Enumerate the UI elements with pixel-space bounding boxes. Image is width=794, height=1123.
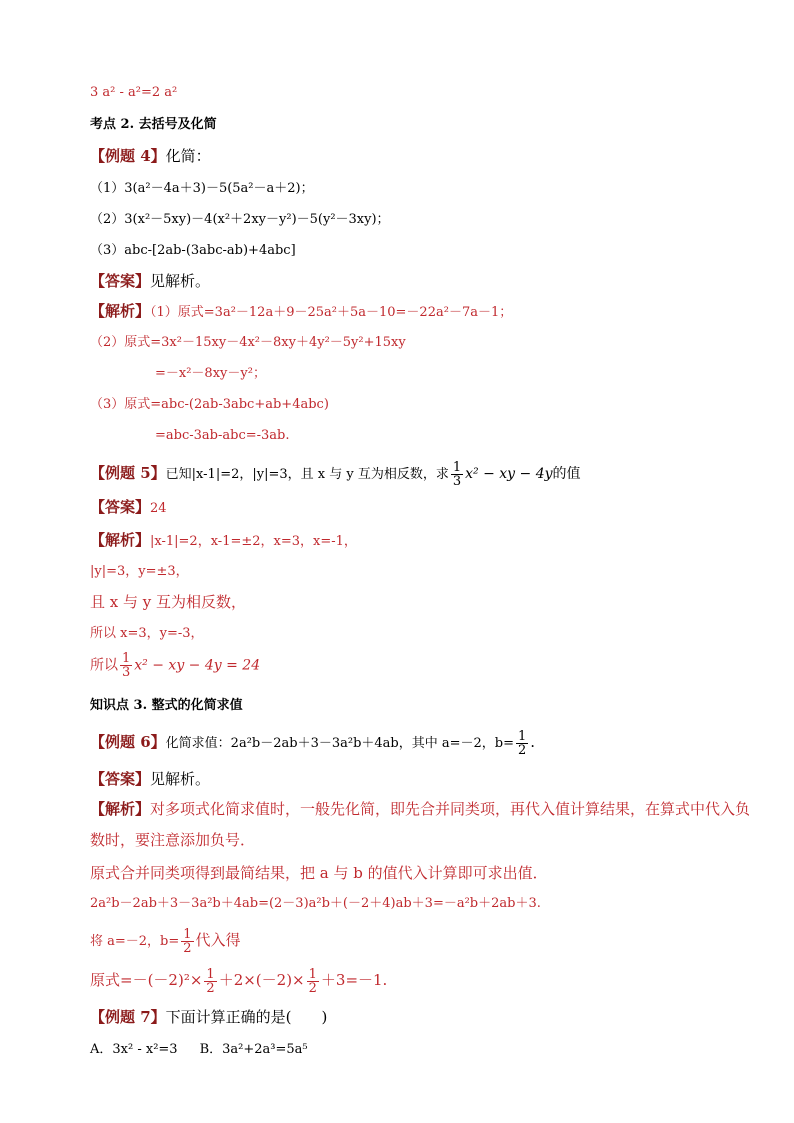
label: 【解析】: [90, 800, 151, 818]
solution-line: [90, 531, 357, 551]
example-7-question: [90, 1008, 327, 1026]
text: （1）原式=3a²－12a＋9－25a²＋5a－10=－22a²－7a－1；: [150, 305, 513, 320]
text-line: =abc-3ab-abc=-3ab.: [155, 428, 290, 443]
text: 的值: [552, 466, 581, 482]
expression: x² − xy − 4y: [465, 466, 553, 482]
text-line: （2）3(x²－5xy)－4(x²＋2xy－y²)－5(y²－3xy)；: [90, 212, 390, 227]
label: 【答案】: [90, 498, 151, 516]
fraction: [181, 928, 193, 955]
section-heading: 知识点 3. 整式的化简求值: [90, 698, 243, 713]
text: 见解析。: [150, 770, 211, 788]
text-line: （1）3(a²－4a＋3)－5(5a²－a＋2)；: [90, 181, 314, 196]
example-4-question: [90, 147, 211, 165]
text-line: |y|=3，y=±3，: [90, 564, 189, 579]
denominator: 3: [122, 665, 131, 680]
answer-line: [90, 272, 210, 290]
text-line: （3）abc-[2ab-(3abc-ab)+4abc]: [90, 243, 296, 258]
expression: x² − xy − 4y = 24: [134, 657, 261, 674]
text-line: （2）原式=3x²－15xy－4x²－8xy＋4y²－5y²+15xy: [90, 335, 406, 350]
text-line: 原式合并同类项得到最简结果，把 a 与 b 的值代入计算即可求出值．: [90, 864, 548, 882]
text-line: （3）原式=abc-(2ab-3abc+ab+4abc): [90, 397, 329, 412]
fraction: [451, 461, 463, 488]
text: ＋2×(－2)×: [218, 971, 305, 989]
text-line: [90, 652, 260, 679]
denominator: 2: [308, 980, 317, 996]
text: 所以: [90, 657, 118, 674]
denominator: 2: [183, 940, 192, 956]
fraction: [307, 968, 319, 995]
text: 化简求值：2a²b－2ab＋3－3a²b＋4ab，其中 a=－2，b=: [165, 736, 514, 751]
numerator: 1: [206, 966, 215, 982]
example-5-question: [90, 460, 581, 488]
label: 【解析】: [90, 531, 151, 549]
denominator: 2: [206, 980, 215, 996]
text: 下面计算正确的是( ): [165, 1008, 328, 1026]
solution-line: [90, 302, 512, 322]
text-line: 2a²b－2ab＋3－3a²b＋4ab=(2－3)a²b＋(－2＋4)ab＋3=－a²b＋2ab＋3.: [90, 896, 541, 911]
answer-line: [90, 498, 167, 518]
numerator: 1: [308, 966, 317, 982]
text: 化简：: [165, 147, 211, 165]
text-line: 3 a² - a²=2 a²: [90, 85, 178, 100]
text: .: [530, 733, 536, 751]
text: 代入得: [195, 931, 241, 949]
label: 【答案】: [90, 770, 151, 788]
numerator: 1: [452, 459, 462, 475]
text-line: [90, 966, 387, 995]
fraction: [516, 730, 528, 757]
text-line: =－x²－8xy－y²；: [155, 366, 266, 381]
option-b: B．3a²+2a³=5a⁵: [199, 1042, 308, 1057]
numerator: 1: [122, 651, 131, 666]
text: 原式=－(－2)²×: [90, 971, 203, 989]
label: 【例题 5】: [90, 464, 166, 482]
text: 见解析。: [150, 272, 211, 290]
text: |x-1|=2，x-1=±2，x=3，x=-1，: [150, 534, 357, 549]
text: ＋3=－1.: [320, 971, 388, 989]
example-6-question: [90, 728, 535, 758]
text-line: 数时，要注意添加负号．: [90, 831, 256, 849]
option-a: A．3x² - x²=3: [90, 1042, 178, 1057]
fraction: [120, 652, 132, 679]
numerator: 1: [183, 926, 192, 942]
solution-line: [90, 800, 750, 818]
option-row: [90, 1041, 308, 1059]
text: 将 a=－2，b=: [90, 934, 180, 949]
fraction: [204, 968, 216, 995]
denominator: 2: [518, 742, 527, 758]
text-line: [90, 926, 241, 956]
label: 【例题 6】: [90, 733, 166, 751]
denominator: 3: [452, 473, 462, 489]
label: 【解析】: [90, 302, 151, 320]
label: 【例题 4】: [90, 147, 166, 165]
section-heading: 考点 2. 去括号及化简: [90, 117, 217, 132]
text-line: 且 x 与 y 互为相反数，: [90, 593, 247, 611]
text: 24: [150, 501, 167, 516]
answer-line: [90, 770, 210, 788]
numerator: 1: [518, 728, 527, 744]
label: 【答案】: [90, 272, 151, 290]
text-line: 所以 x=3，y=-3，: [90, 626, 204, 641]
text: 对多项式化简求值时，一般先化简，即先合并同类项，再代入值计算结果，在算式中代入负: [150, 800, 751, 818]
text: 已知|x-1|=2，|y|=3，且 x 与 y 互为相反数，求: [165, 467, 449, 482]
label: 【例题 7】: [90, 1008, 166, 1026]
